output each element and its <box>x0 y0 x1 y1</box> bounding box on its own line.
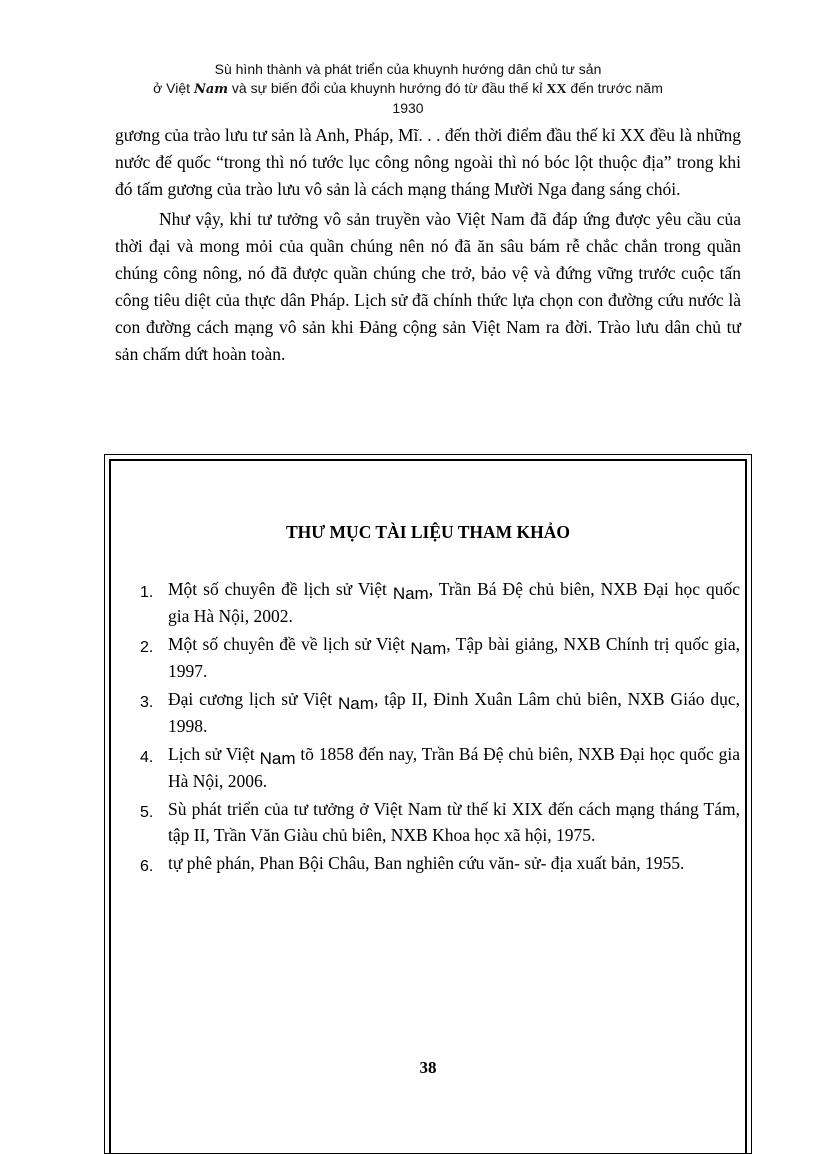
reference-number: 1. <box>140 584 154 601</box>
reference-item <box>140 631 740 684</box>
header-line-1: Sù hình thành và phát triển của khuynh hướng dân chủ tư sản <box>214 61 602 77</box>
reference-nam: Nam <box>392 584 429 603</box>
page-number: 38 <box>419 1058 437 1077</box>
reference-text-before: Đại cương lịch sử Việt <box>168 689 339 709</box>
reference-item <box>140 850 740 876</box>
reference-text-after: , tập II, Đinh Xuân Lâm chủ biên, NXB Giáo dục, 1998. <box>168 689 740 736</box>
header-line-2-prefix: ở Việt <box>153 80 194 96</box>
reference-nam: Nam <box>338 694 374 713</box>
reference-nam: Nam <box>410 639 447 658</box>
reference-item <box>140 741 740 794</box>
reference-text-before: Một số chuyên đề lịch sử Việt <box>168 579 393 599</box>
reference-text-after: tõ 1858 đến nay, Trần Bá Đệ chủ biên, NXB Đại học quốc gia Hà Nội, 2006. <box>168 744 740 791</box>
reference-number: 4. <box>140 749 154 766</box>
reference-text-before: Sù phát triển của tư tưởng ở Việt Nam từ thế kỉ XIX đến cách mạng tháng Tám, tập II, Trần Văn Giàu chủ biên, NXB Khoa học xã hội, 1975. <box>168 799 740 845</box>
header-century: XX <box>546 82 567 97</box>
paragraph-2: Như vậy, khi tư tưởng vô sản truyền vào Việt Nam đã đáp ứng được yêu cầu của thời đại và mong mỏi của quần chúng nên nó đã ăn sâu bám rễ chắc chắn trong quần chúng công nông, nó đã được quần chúng che trở, bảo vệ và đứng vững trước cuộc tấn công tiêu diệt của thực dân Pháp. Lịch sử đã chính thức lựa chọn con đường cứu nước là con đường cách mạng vô sản khi Đảng cộng sản Việt Nam ra đời. Trào lưu dân chủ tư sản chấm dứt hoàn toàn. <box>115 209 741 364</box>
reference-number: 5. <box>140 804 154 821</box>
reference-item <box>140 686 740 739</box>
reference-text-before: Lịch sử Việt <box>168 744 260 764</box>
reference-nam: Nam <box>259 749 296 768</box>
reference-text-before: tự phê phán, Phan Bội Châu, Ban nghiên cứu văn- sử- địa xuất bản, 1955. <box>168 853 685 873</box>
running-header <box>100 60 716 118</box>
header-line-2-suffix: đến trước năm <box>566 80 663 96</box>
reference-number: 3. <box>140 694 154 711</box>
reference-number: 2. <box>140 639 154 656</box>
body-text <box>115 122 741 368</box>
bibliography-title: THƯ MỤC TÀI LIỆU THAM KHẢO <box>285 522 571 542</box>
reference-item <box>140 576 740 629</box>
reference-number: 6. <box>140 858 154 875</box>
header-line-3: 1930 <box>392 100 424 116</box>
reference-text-after: , Tập bài giảng, NXB Chính trị quốc gia, 1997. <box>168 634 740 681</box>
header-nam: Nam <box>193 82 228 97</box>
paragraph-1: gương của trào lưu tư sản là Anh, Pháp, Mĩ. . . đến thời điểm đầu thế kỉ XX đều là những nước đế quốc “trong thì nó tước lục công nông ngoài thì nó bóc lột thuộc địa” trong khi đó tấm gương của trào lưu vô sản là cách mạng tháng Mười Nga đang sáng chói. <box>115 125 741 199</box>
header-line-2 <box>100 79 716 99</box>
reference-list <box>140 576 740 878</box>
reference-text-after: , Trần Bá Đệ chủ biên, NXB Đại học quốc gia Hà Nội, 2002. <box>168 579 740 626</box>
reference-text-before: Một số chuyên đề về lịch sử Việt <box>168 634 411 654</box>
header-line-2-middle: và sự biến đổi của khuynh hướng đó từ đầu thế kỉ <box>228 80 547 96</box>
reference-item <box>140 796 740 848</box>
